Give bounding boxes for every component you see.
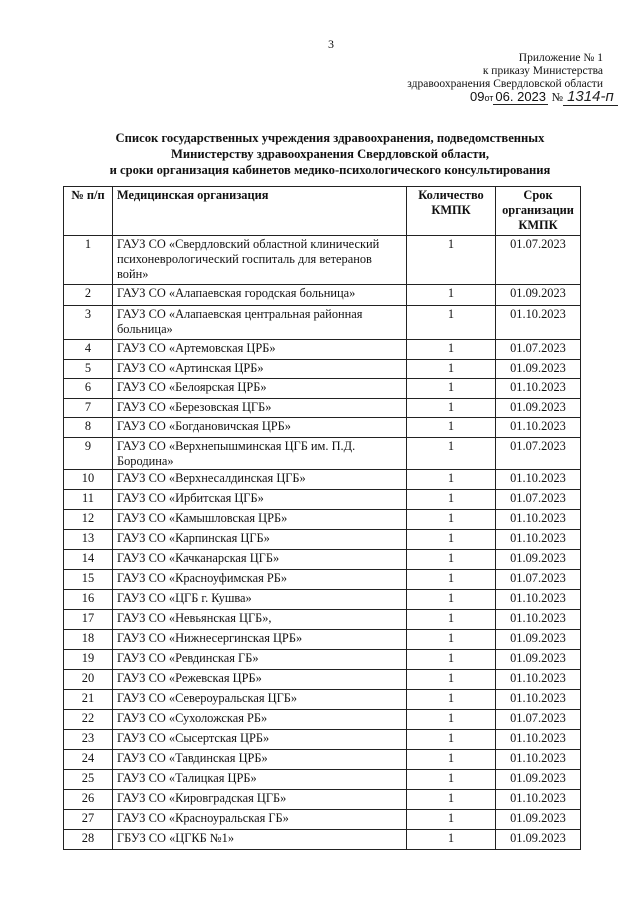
- kmpk-count: 1: [407, 489, 496, 509]
- kmpk-count: 1: [407, 529, 496, 549]
- row-number: 14: [64, 549, 113, 569]
- organization-deadline: 01.09.2023: [496, 285, 581, 306]
- organization-name: ГАУЗ СО «Ирбитская ЦГБ»: [113, 489, 407, 509]
- header-deadline: Срок организации КМПК: [496, 187, 581, 236]
- kmpk-count: 1: [407, 689, 496, 709]
- organization-deadline: 01.07.2023: [496, 340, 581, 360]
- table-row: [64, 669, 581, 689]
- row-number: 9: [64, 437, 113, 469]
- organization-name: ГАУЗ СО «Сухоложская РБ»: [113, 709, 407, 729]
- table-row: [64, 769, 581, 789]
- organization-deadline: 01.10.2023: [496, 469, 581, 489]
- table-row: [64, 379, 581, 399]
- organization-deadline: 01.07.2023: [496, 236, 581, 285]
- kmpk-count: 1: [407, 829, 496, 849]
- order-number-label: №: [551, 90, 564, 104]
- organization-name: ГАУЗ СО «Талицкая ЦРБ»: [113, 769, 407, 789]
- table-row: [64, 689, 581, 709]
- table-row: [64, 569, 581, 589]
- kmpk-count: 1: [407, 469, 496, 489]
- organization-deadline: 01.09.2023: [496, 649, 581, 669]
- organization-deadline: 01.10.2023: [496, 609, 581, 629]
- row-number: 19: [64, 649, 113, 669]
- table-row: [64, 829, 581, 849]
- table-row: [64, 489, 581, 509]
- table-row: [64, 509, 581, 529]
- row-number: 18: [64, 629, 113, 649]
- kmpk-count: 1: [407, 789, 496, 809]
- page-number: 3: [328, 37, 334, 51]
- row-number: 23: [64, 729, 113, 749]
- table-row: [64, 549, 581, 569]
- kmpk-count: 1: [407, 709, 496, 729]
- table-row: [64, 789, 581, 809]
- kmpk-count: 1: [407, 649, 496, 669]
- kmpk-count: 1: [407, 589, 496, 609]
- organization-deadline: 01.09.2023: [496, 829, 581, 849]
- kmpk-count: 1: [407, 379, 496, 399]
- row-number: 25: [64, 769, 113, 789]
- row-number: 2: [64, 285, 113, 306]
- row-number: 1: [64, 236, 113, 285]
- kmpk-count: 1: [407, 669, 496, 689]
- order-day: 09: [470, 89, 485, 104]
- organizations-table: [63, 186, 581, 850]
- organization-deadline: 01.09.2023: [496, 809, 581, 829]
- organization-name: ГАУЗ СО «Кировградская ЦГБ»: [113, 789, 407, 809]
- kmpk-count: 1: [407, 569, 496, 589]
- table-row: [64, 809, 581, 829]
- table-row: [64, 709, 581, 729]
- row-number: 5: [64, 359, 113, 379]
- organization-deadline: 01.07.2023: [496, 569, 581, 589]
- row-number: 21: [64, 689, 113, 709]
- appendix-line: к приказу Министерства: [482, 65, 603, 77]
- kmpk-count: 1: [407, 437, 496, 469]
- organization-deadline: 01.10.2023: [496, 669, 581, 689]
- document-title: [60, 130, 600, 178]
- table-row: [64, 589, 581, 609]
- row-number: 11: [64, 489, 113, 509]
- row-number: 15: [64, 569, 113, 589]
- appendix-line: Приложение № 1: [518, 52, 603, 64]
- kmpk-count: 1: [407, 609, 496, 629]
- kmpk-count: 1: [407, 285, 496, 306]
- kmpk-count: 1: [407, 509, 496, 529]
- organization-deadline: 01.09.2023: [496, 769, 581, 789]
- organization-name: ГАУЗ СО «Камышловская ЦРБ»: [113, 509, 407, 529]
- row-number: 6: [64, 379, 113, 399]
- table-row: [64, 529, 581, 549]
- order-date-of: от: [484, 93, 494, 103]
- organization-name: ГАУЗ СО «Ревдинская ГБ»: [113, 649, 407, 669]
- kmpk-count: 1: [407, 418, 496, 438]
- kmpk-count: 1: [407, 359, 496, 379]
- organization-name: ГАУЗ СО «Красноуральская ГБ»: [113, 809, 407, 829]
- row-number: 17: [64, 609, 113, 629]
- organization-name: ГАУЗ СО «Нижнесергинская ЦРБ»: [113, 629, 407, 649]
- row-number: 22: [64, 709, 113, 729]
- organization-deadline: 01.10.2023: [496, 529, 581, 549]
- table-row: [64, 398, 581, 418]
- kmpk-count: 1: [407, 749, 496, 769]
- kmpk-count: 1: [407, 549, 496, 569]
- organization-deadline: 01.10.2023: [496, 749, 581, 769]
- row-number: 12: [64, 509, 113, 529]
- order-date-number: [470, 88, 618, 105]
- row-number: 4: [64, 340, 113, 360]
- organization-name: ГАУЗ СО «Сысертская ЦРБ»: [113, 729, 407, 749]
- row-number: 28: [64, 829, 113, 849]
- organization-name: ГАУЗ СО «Березовская ЦГБ»: [113, 398, 407, 418]
- organization-deadline: 01.09.2023: [496, 398, 581, 418]
- organization-name: ГАУЗ СО «Артемовская ЦРБ»: [113, 340, 407, 360]
- organization-name: ГАУЗ СО «Верхнепышминская ЦГБ им. П.Д. Бородина»: [113, 437, 407, 469]
- organization-name: ГАУЗ СО «Свердловский областной клинический психоневрологический госпиталь для ветеранов войн»: [113, 236, 407, 285]
- organization-name: ГАУЗ СО «Тавдинская ЦРБ»: [113, 749, 407, 769]
- order-number-handwritten: 1314-п: [563, 88, 618, 106]
- table-row: [64, 729, 581, 749]
- table-row: [64, 418, 581, 438]
- kmpk-count: 1: [407, 769, 496, 789]
- organization-deadline: 01.09.2023: [496, 359, 581, 379]
- row-number: 13: [64, 529, 113, 549]
- row-number: 16: [64, 589, 113, 609]
- organization-name: ГАУЗ СО «Североуральская ЦГБ»: [113, 689, 407, 709]
- row-number: 8: [64, 418, 113, 438]
- organization-deadline: 01.10.2023: [496, 379, 581, 399]
- table-row: [64, 437, 581, 469]
- table-row: [64, 649, 581, 669]
- header-organization: Медицинская организация: [113, 187, 407, 236]
- table-row: [64, 306, 581, 340]
- organization-deadline: 01.07.2023: [496, 437, 581, 469]
- table-row: [64, 609, 581, 629]
- table-row: [64, 629, 581, 649]
- appendix-line: здравоохранения Свердловской области: [407, 78, 603, 90]
- organization-deadline: 01.10.2023: [496, 729, 581, 749]
- organization-deadline: 01.10.2023: [496, 509, 581, 529]
- kmpk-count: 1: [407, 729, 496, 749]
- row-number: 20: [64, 669, 113, 689]
- organization-name: ГАУЗ СО «Алапаевская центральная районная больница»: [113, 306, 407, 340]
- organization-deadline: 01.10.2023: [496, 789, 581, 809]
- title-line: и сроки организация кабинетов медико-психологического консультирования: [109, 163, 551, 177]
- header-count: Количество КМПК: [407, 187, 496, 236]
- header-number: № п/п: [64, 187, 113, 236]
- appendix-header: [407, 52, 603, 91]
- organization-deadline: 01.07.2023: [496, 709, 581, 729]
- organization-name: ГАУЗ СО «Режевская ЦРБ»: [113, 669, 407, 689]
- row-number: 27: [64, 809, 113, 829]
- row-number: 3: [64, 306, 113, 340]
- organization-name: ГАУЗ СО «Алапаевская городская больница»: [113, 285, 407, 306]
- organization-deadline: 01.10.2023: [496, 418, 581, 438]
- kmpk-count: 1: [407, 236, 496, 285]
- table-row: [64, 469, 581, 489]
- organization-name: ГАУЗ СО «ЦГБ г. Кушва»: [113, 589, 407, 609]
- kmpk-count: 1: [407, 398, 496, 418]
- organization-name: ГАУЗ СО «Невьянская ЦГБ»,: [113, 609, 407, 629]
- organization-name: ГАУЗ СО «Карпинская ЦГБ»: [113, 529, 407, 549]
- organization-deadline: 01.10.2023: [496, 306, 581, 340]
- organization-name: ГАУЗ СО «Богдановичская ЦРБ»: [113, 418, 407, 438]
- table-row: [64, 285, 581, 306]
- row-number: 26: [64, 789, 113, 809]
- organization-deadline: 01.07.2023: [496, 489, 581, 509]
- row-number: 10: [64, 469, 113, 489]
- row-number: 7: [64, 398, 113, 418]
- organization-name: ГАУЗ СО «Белоярская ЦРБ»: [113, 379, 407, 399]
- organization-deadline: 01.10.2023: [496, 589, 581, 609]
- organization-name: ГАУЗ СО «Качканарская ЦГБ»: [113, 549, 407, 569]
- table-row: [64, 340, 581, 360]
- kmpk-count: 1: [407, 809, 496, 829]
- organization-deadline: 01.10.2023: [496, 689, 581, 709]
- organization-deadline: 01.09.2023: [496, 629, 581, 649]
- order-date: 06. 2023: [495, 89, 547, 104]
- title-line: Список государственных учреждения здравоохранения, подведомственных: [115, 131, 545, 145]
- organization-name: ГАУЗ СО «Артинская ЦРБ»: [113, 359, 407, 379]
- organization-name: ГАУЗ СО «Красноуфимская РБ»: [113, 569, 407, 589]
- table-row: [64, 749, 581, 769]
- row-number: 24: [64, 749, 113, 769]
- table-row: [64, 359, 581, 379]
- kmpk-count: 1: [407, 629, 496, 649]
- kmpk-count: 1: [407, 340, 496, 360]
- organization-deadline: 01.09.2023: [496, 549, 581, 569]
- kmpk-count: 1: [407, 306, 496, 340]
- table-row: [64, 236, 581, 285]
- title-line: Министерству здравоохранения Свердловской области,: [171, 147, 489, 161]
- organization-name: ГБУЗ СО «ЦГКБ №1»: [113, 829, 407, 849]
- organization-name: ГАУЗ СО «Верхнесалдинская ЦГБ»: [113, 469, 407, 489]
- table-header-row: [64, 187, 581, 236]
